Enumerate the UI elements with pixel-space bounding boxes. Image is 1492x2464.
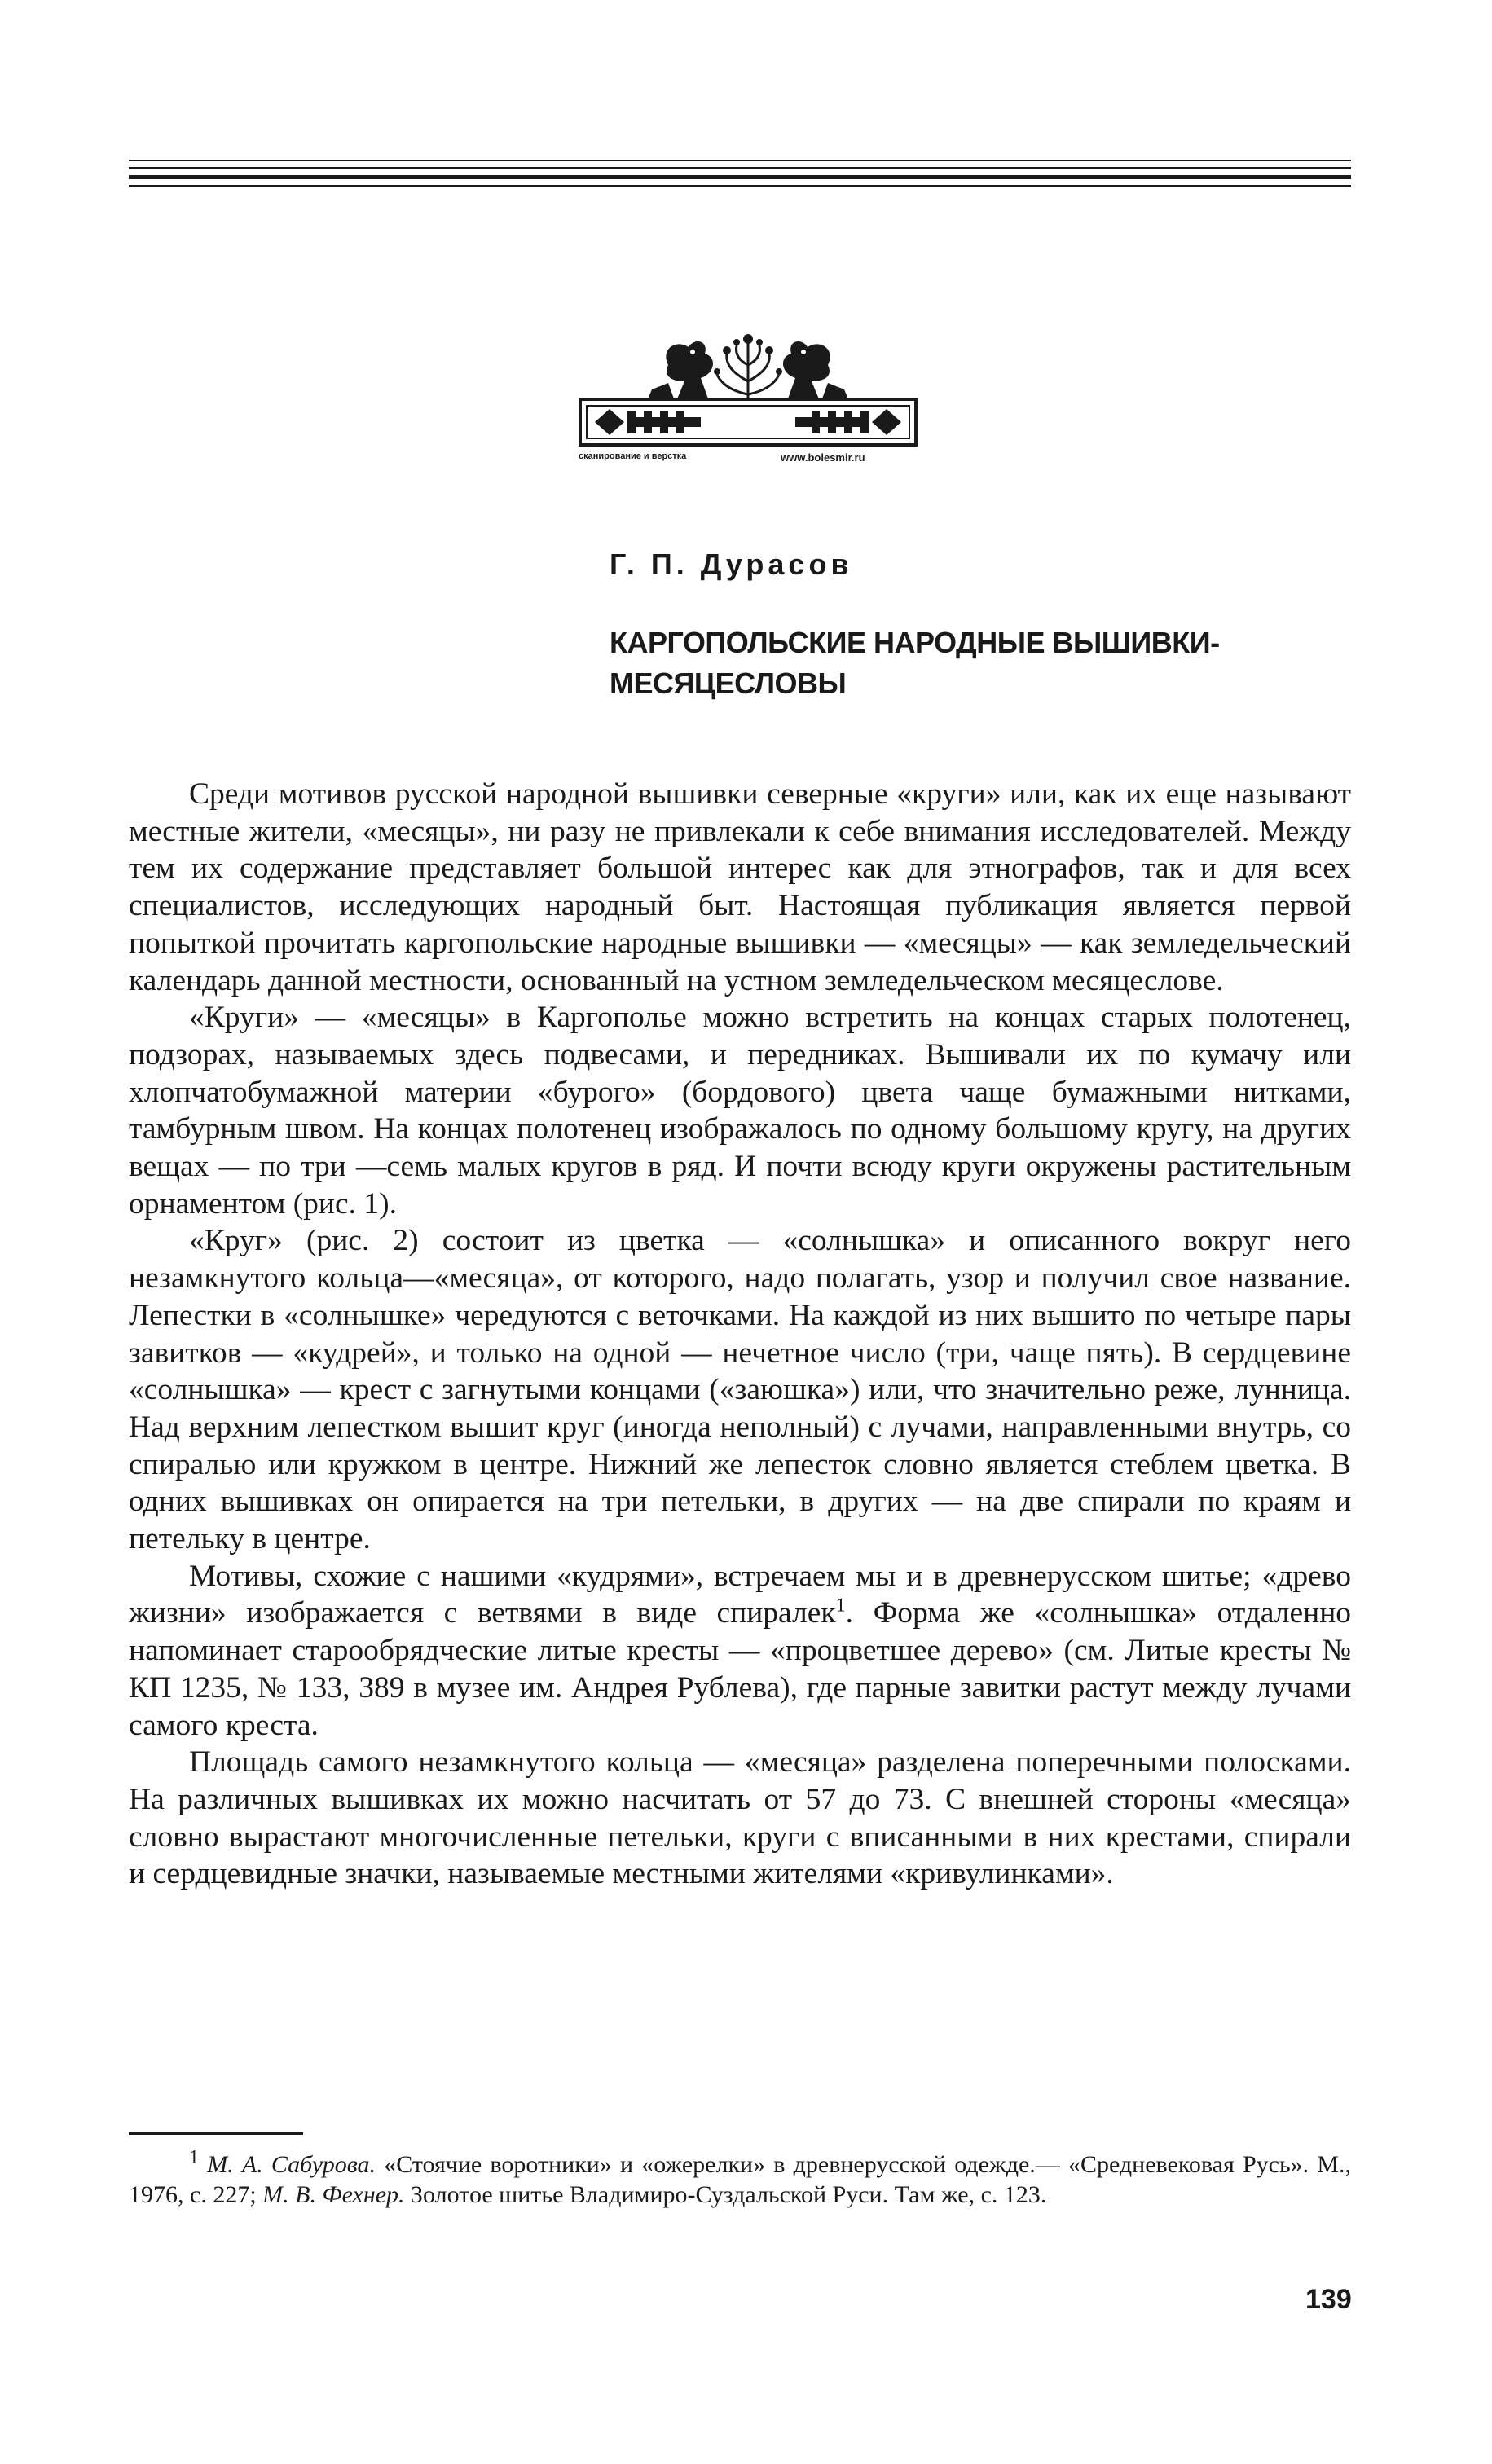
paragraph-3: «Круг» (рис. 2) состоит из цветка — «солнышка» и описанного вокруг него незамкнутого кольца—«месяца», от которого, надо полагать, узор и получил свое название. Лепестки в «солнышке» чередуются с веточками. На каждой из них вышито по четыре пары завитков — «кудрей», и только на одной — нечетное число (три, чаще пять). В сердцевине «солнышка» — крест с загнутыми концами («заюшка») или, что значительно реже, лунница. Над верхним лепестком вышит круг (иногда неполный) с лучами, направленными внутрь, со спиралью или кружком в центре. Нижний же лепесток словно является стеблем цветка. В одних вышивках он опирается на три петельки, в других — на две спирали по краям и петельку в центре. <box>129 1224 1351 1556</box>
footnote-text-1: «Стоячие воротники» и «ожерелки» в древнерусской одежде.— «Средневековая Русь». М., 1976, с. 227; <box>129 2151 1351 2208</box>
footnote-mark: 1 <box>189 2147 199 2168</box>
paragraph-1: Среди мотивов русской народной вышивки северные «круги» или, как их еще называют местные жители, «месяцы», ни разу не привлекали к себе внимания исследователей. Между тем их содержание представляет большой интерес как для этнографов, так и для всех специалистов, исследующих народный быт. Настоящая публикация является первой попыткой прочитать каргопольские народные вышивки — «месяцы» — как земледельческий календарь данной местности, основанный на устном земледельческом месяцеслове. <box>129 777 1351 997</box>
header-rules <box>129 160 1351 192</box>
paragraph-5: Площадь самого незамкнутого кольца — «месяца» разделена поперечными полосками. На различных вышивках их можно насчитать от 57 до 73. С внешней стороны «месяца» словно вырастают многочисленные петельки, круги с вписанными в них крестами, спирали и сердцевидные значки, называемые местными жителями «кривулинками». <box>129 1745 1351 1891</box>
title-line-1: КАРГОПОЛЬСКИЕ НАРОДНЫЕ ВЫШИВКИ- <box>610 626 1220 659</box>
article-title <box>610 623 1359 704</box>
header-rule <box>129 185 1351 187</box>
article-body <box>129 776 1351 1893</box>
header-rule <box>129 160 1351 161</box>
footnote-divider <box>129 2132 303 2135</box>
author-name: Г. П. Дурасов <box>610 548 853 581</box>
footnote-text-2: Золотое шитье Владимиро-Суздальской Руси. Там же, с. 123. <box>404 2181 1047 2208</box>
footnote <box>129 2149 1351 2210</box>
paragraph-4-continuation: Форма же «солнышка» отдаленно напоминает старообрядческие литые кресты — «процветшее дерево» (см. Литые кресты № КП 1235, № 133, 389 в музее им. Андрея Рублева), где парные завитки растут между лучами самого креста. <box>129 1596 1352 1742</box>
header-rule <box>129 167 1351 169</box>
site-credit-text: www.bolesmir.ru <box>781 451 865 464</box>
ornament-credit <box>579 451 918 464</box>
footnote-author-2: М. В. Фехнер. <box>262 2181 405 2208</box>
ornament-emblem <box>579 332 918 469</box>
paragraph-4: Мотивы, схожие с нашими «кудрями», встречаем мы и в древнерусском шитье; «древо жизни» изображается с ветвями в виде спиралек$^1$. Форма же «солнышка» отдаленно напоминает старообрядческие литые кресты — «процветшее дерево» (см. Литые кресты № КП 1235, № 133, 389 в музее им. Андрея Рублева), где парные завитки растут между лучами самого креста. <box>129 1559 1352 1742</box>
paragraph-2: «Круги» — «месяцы» в Каргополье можно встретить на концах старых полотенец, подзорах, называемых здесь подвесами, и передниках. Вышивали их по кумачу или хлопчатобумажной материи «бурого» (бордового) цвета чаще бумажными нитками, тамбурным швом. На концах полотенец изображалось по одному большому кругу, на других вещах — по три —семь малых кругов в ряд. И почти всюду круги окружены растительным орнаментом (рис. 1). <box>129 1001 1351 1221</box>
folk-ornament-icon <box>579 332 918 448</box>
footnote-reference: 1 <box>835 1595 846 1617</box>
header-rule <box>129 175 1351 179</box>
scan-credit-text: сканирование и верстка <box>579 451 687 461</box>
title-line-2: МЕСЯЦЕСЛОВЫ <box>610 667 847 700</box>
footnote-author-1: М. А. Сабурова. <box>207 2151 376 2178</box>
page-number: 139 <box>1305 2284 1352 2315</box>
paragraph-4-text: Мотивы, схожие с нашими «кудрями», встречаем мы и в древнерусском шитье; «древо жизни» изображается с ветвями в виде спиралек <box>129 1559 1351 1630</box>
